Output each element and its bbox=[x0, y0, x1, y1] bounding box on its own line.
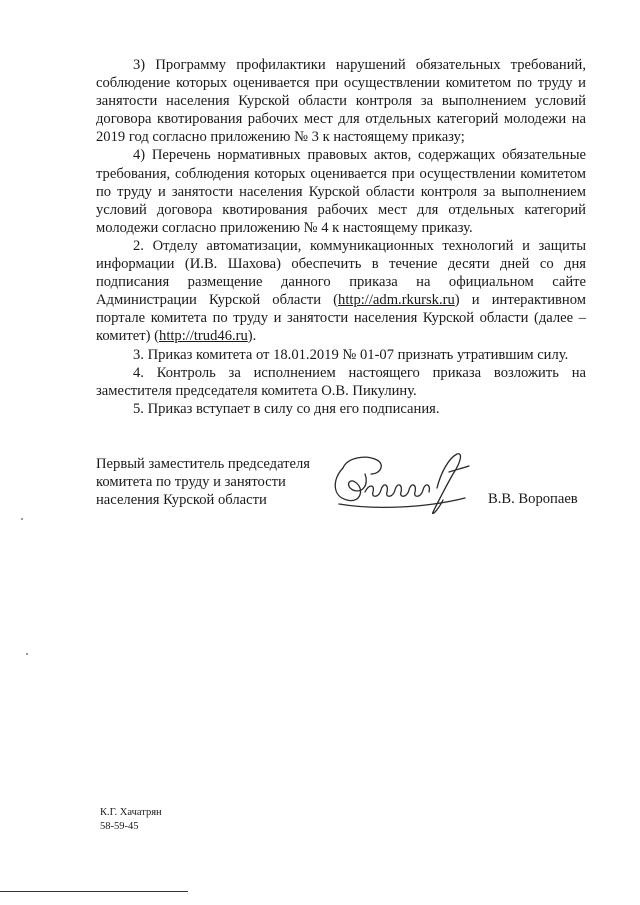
paragraph-item-3-program: 3) Программу профилактики нарушений обязательных требований, соблюдение которых оценивается при осуществлении комитетом по труду и занятости населения Курской области контроля за выполнением условий договора квотирования рабочих мест для отдельных категорий молодежи на 2019 год согласно приложению № 3 к настоящему приказу; bbox=[96, 57, 586, 146]
paragraph-item-4-list: 4) Перечень нормативных правовых актов, содержащих обязательные требования, соблюдения которых оценивается при осуществлении комитетом по труду и занятости населения Курской области контроля за выполнением условий договора квотирования рабочих мест для отдельных категорий молодежи согласно приложению № 4 к настоящему приказу. bbox=[96, 147, 586, 236]
scan-speck bbox=[26, 653, 28, 655]
signatory-position bbox=[96, 455, 336, 509]
position-line: Первый заместитель председателя bbox=[96, 456, 311, 472]
point-2-text-end: ). bbox=[247, 328, 257, 345]
point-2-text-start: 2. Отделу автоматизации, коммуникационных технологий и защиты информации (И.В. Шахова) обеспечить в течение десяти дней со дня подписания размещение данного приказа на официальном сайте Администрации Курской области ( bbox=[96, 237, 586, 309]
paragraph-point-4-control: 4. Контроль за исполнением настоящего приказа возложить на заместителя председателя комитета О.В. Пикулину. bbox=[96, 364, 586, 399]
scan-speck bbox=[21, 518, 23, 520]
document-body bbox=[96, 56, 586, 418]
footer-divider bbox=[0, 891, 188, 892]
paragraph-point-2-publication bbox=[96, 237, 586, 346]
position-line: комитета по труду и занятости bbox=[96, 474, 286, 490]
paragraph-point-3-repeal: 3. Приказ комитета от 18.01.2019 № 01-07 признать утратившим силу. bbox=[133, 346, 569, 363]
trud46-link[interactable]: http://trud46.ru bbox=[159, 328, 248, 345]
executor-info bbox=[100, 806, 162, 834]
handwritten-signature bbox=[325, 448, 475, 518]
executor-name: К.Г. Хачатрян bbox=[100, 807, 162, 818]
signer-name: В.В. Воропаев bbox=[488, 491, 578, 507]
executor-phone: 58-59-45 bbox=[100, 821, 139, 832]
paragraph-point-5-effective: 5. Приказ вступает в силу со дня его подписания. bbox=[133, 400, 440, 417]
point-2-text-middle: ) и интерактивном портале комитета по труду и занятости населения Курской области (далее – комитет) ( bbox=[96, 292, 586, 345]
position-line: населения Курской области bbox=[96, 492, 267, 508]
adm-rkursk-link[interactable]: http://adm.rkursk.ru bbox=[338, 292, 455, 309]
